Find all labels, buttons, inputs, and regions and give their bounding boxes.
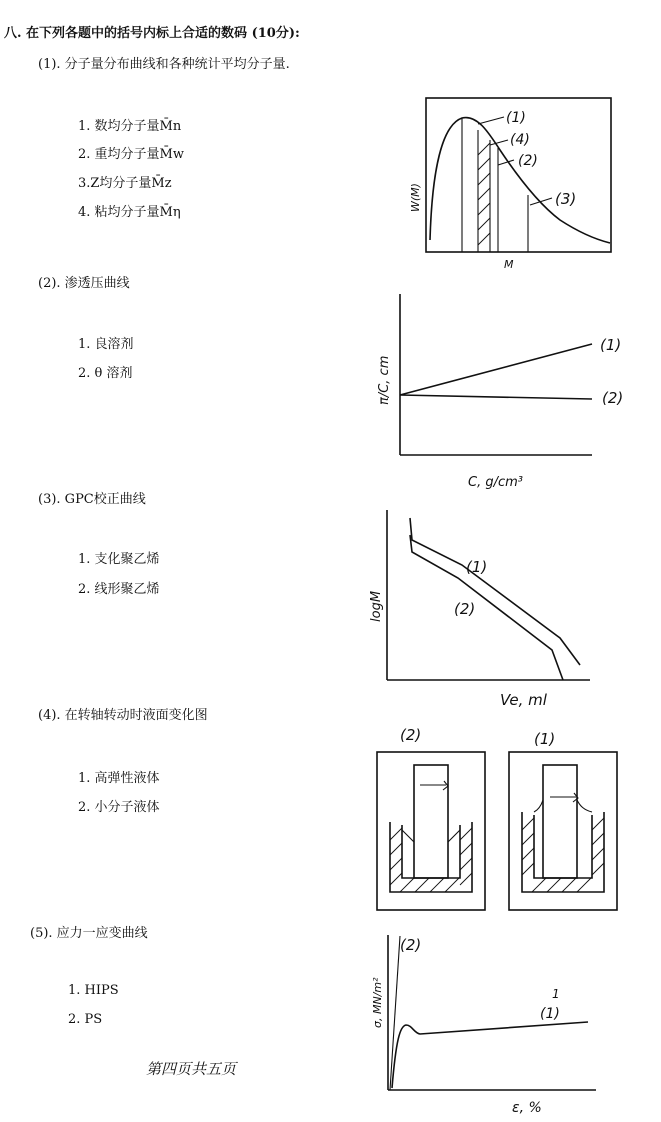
mwd-mark-4: (4) bbox=[510, 132, 530, 148]
section-2-item-2: 2. θ 溶剂 bbox=[78, 366, 133, 381]
section-4-item-2: 2. 小分子液体 bbox=[78, 800, 160, 815]
question-header: 八. 在下列各题中的括号内标上合适的数码 (10分): bbox=[4, 26, 300, 41]
section-5-item-1: 1. HIPS bbox=[68, 983, 119, 998]
ss-xlabel: ε, % bbox=[512, 1100, 542, 1116]
section-5-title: (5). 应力一应变曲线 bbox=[30, 926, 148, 941]
ss-mark-2: (2) bbox=[400, 936, 422, 954]
ss-ylabel: σ, MN/m² bbox=[371, 977, 384, 1028]
section-1-item-3: 3.Z均分子量M̄z bbox=[78, 176, 172, 191]
osmotic-mark-1: (1) bbox=[600, 336, 622, 354]
ss-mark-1: (1) bbox=[540, 1006, 560, 1022]
gpc-mark-2: (2) bbox=[454, 600, 476, 618]
section-3-item-1: 1. 支化聚乙烯 bbox=[78, 552, 160, 567]
section-3-item-2: 2. 线形聚乙烯 bbox=[78, 582, 160, 597]
mwd-mark-3: (3) bbox=[555, 190, 577, 208]
rod-mark-1: (1) bbox=[534, 730, 556, 748]
section-2-item-1: 1. 良溶剂 bbox=[78, 337, 134, 352]
ss-mark-1-upper: 1 bbox=[552, 987, 560, 1001]
section-4-title: (4). 在转轴转动时液面变化图 bbox=[38, 708, 208, 723]
mwd-mark-1: (1) bbox=[506, 110, 526, 126]
ss-curve-hips bbox=[392, 1022, 588, 1088]
gpc-ylabel: logM bbox=[369, 590, 384, 622]
mwd-mark-2: (2) bbox=[518, 153, 538, 169]
section-4-item-1: 1. 高弹性液体 bbox=[78, 771, 160, 786]
section-1-item-1: 1. 数均分子量M̄n bbox=[78, 119, 182, 134]
ss-line-ps bbox=[390, 936, 400, 1090]
section-3-title: (3). GPC校正曲线 bbox=[38, 492, 146, 507]
section-1-item-4: 4. 粘均分子量M̄η bbox=[78, 205, 181, 220]
section-2-title: (2). 渗透压曲线 bbox=[38, 276, 130, 291]
gpc-mark-1: (1) bbox=[466, 558, 488, 576]
mwd-xlabel: M bbox=[504, 258, 514, 271]
section-1-title: (1). 分子量分布曲线和各种统计平均分子量. bbox=[38, 57, 290, 72]
section-5-item-2: 2. PS bbox=[68, 1012, 103, 1027]
osmotic-mark-2: (2) bbox=[602, 389, 624, 407]
section-1-item-2: 2. 重均分子量M̄w bbox=[78, 147, 184, 162]
osmotic-ylabel: π/C, cm bbox=[377, 355, 392, 405]
rod-mark-2: (2) bbox=[400, 726, 422, 744]
osmotic-xlabel: C, g/cm³ bbox=[468, 475, 523, 490]
gpc-xlabel: Ve, ml bbox=[500, 691, 547, 709]
page-footer: 第四页共五页 bbox=[146, 1060, 237, 1078]
mwd-ylabel: W(M) bbox=[409, 183, 422, 212]
